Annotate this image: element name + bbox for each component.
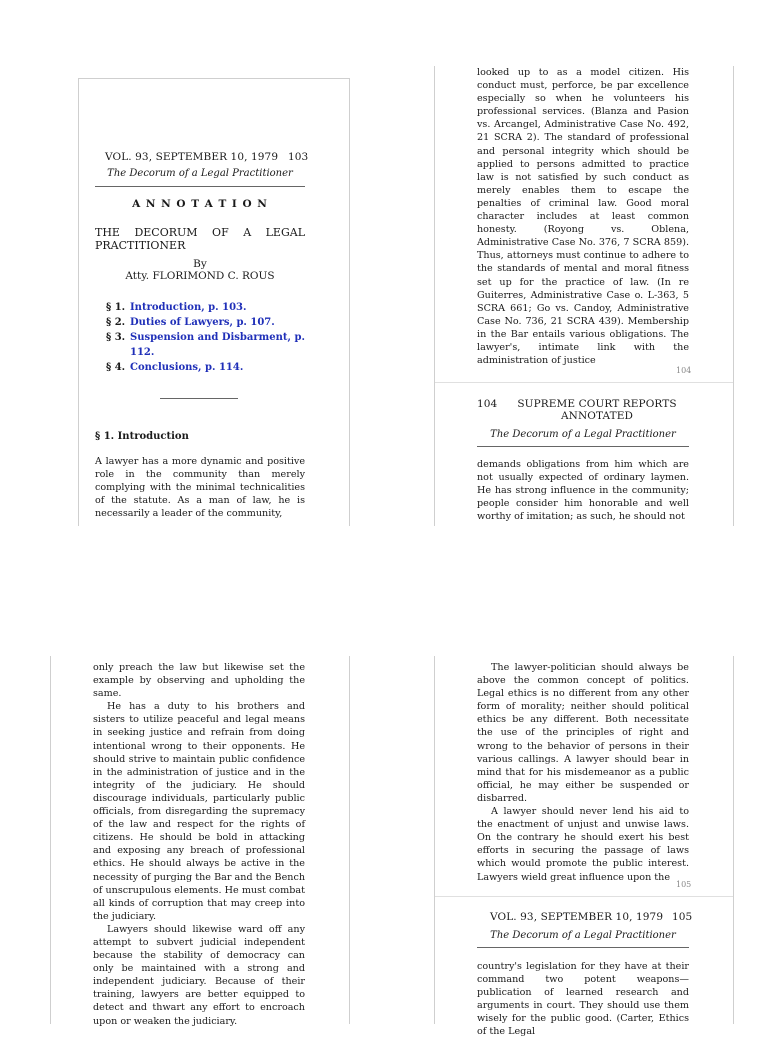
toc-section-number: § 1.	[106, 302, 126, 313]
page2-header-rule	[477, 446, 689, 447]
page1-running-title: The Decorum of a Legal Practitioner	[107, 168, 293, 179]
page3-text-column	[93, 661, 305, 1027]
page4-running-title: The Decorum of a Legal Practitioner	[490, 930, 676, 941]
page4-text-column	[477, 661, 689, 883]
toc-link[interactable]: Suspension and Disbarment, p. 112.	[130, 332, 305, 358]
page4-footer-page-number: 105	[676, 880, 692, 889]
page4-paragraph: A lawyer should never lend his aid to the enactment of unjust and unwise laws. On the contrary he should exert his best efforts in securing the passage of laws which would promote the public interest. Lawyers wield great influence upon the	[477, 806, 689, 883]
page2-footer-page-number: 104	[676, 366, 692, 375]
page-separator	[435, 382, 733, 383]
toc-section-number: § 3.	[106, 332, 126, 343]
toc-link[interactable]: Introduction, p. 103.	[130, 302, 247, 313]
page2-border-left	[434, 66, 435, 526]
toc-section-number: § 4.	[106, 362, 126, 373]
article-title: THE DECORUM OF A LEGAL PRACTITIONER	[95, 226, 305, 252]
toc-divider	[160, 398, 238, 399]
table-of-contents	[106, 300, 306, 375]
page4-body-text-continued: country's legislation for they have at their command two potent weapons—publication of learned research and arguments in court. They should use them wisely for the public good. (Carter, Ethics of the Legal	[477, 961, 689, 1038]
page3-paragraph: Lawyers should likewise ward off any attempt to subvert judicial independent because the stability of democracy can only be maintained with a strong and independent judiciary. Because of their training, lawyers are better equipped to detect and thwart any effort to encroach upon or weaken the judiciary.	[93, 923, 305, 1027]
page3-border-right	[349, 656, 350, 1024]
page4-paragraph: The lawyer-politician should always be above the common concept of politics. Legal ethics is no different from any other form of morality; neither should political ethics be any different. Both necessitate the use of the principles of right and wrong to the behavior of persons in their various callings. A lawyer should bear in mind that for his misdemeanor as a public official, he may either be suspended or disbarred.	[477, 662, 689, 804]
page3-paragraph: only preach the law but likewise set the example by observing and upholding the same.	[93, 662, 305, 700]
page2-header-title: SUPREME COURT REPORTS ANNOTATED	[517, 398, 677, 422]
annotation-label: A N N O T A T I O N	[132, 198, 268, 210]
page2-body-text: looked up to as a model citizen. His conduct must, perforce, be par excellence especially so when he volunteers his professional services. (Blanza and Pasion vs. Arcangel, Administrative Case No. 492, 21 SCRA 2). The standard of professional and personal integrity which should be applied to persons admitted to practice law is not satisfied by such conduct as merely enables them to escape the penalties of criminal law. Good moral character includes at least common honesty. (Royong vs. Oblena, Administrative Case No. 376, 7 SCRA 859). Thus, attorneys must continue to adhere to the standards of mental and moral fitness set up for the practice of law. (In re Guiterres, Administrative Case o. L-363, 5 SCRA 661; Go vs. Candoy, Administrative Case No. 736, 21 SCRA 439). Membership in the Bar entails various obligations. The lawyer's, intimate link with the administration of justice	[477, 67, 689, 367]
page3-paragraph: He has a duty to his brothers and sisters to utilize peaceful and legal means in seeking justice and refrain from doing intentional wrong to their opponents. He should strive to maintain public confidence in the administration of justice and in the integrity of the judiciary. He should discourage individuals, particularly public officials, from disregarding the supremacy of the law and respect for the rights of citizens. He should be bold in attacking and exposing any breach of professional ethics. He should always be active in the necessity of purging the Bar and the Bench of unscrupulous elements. He must combat all kinds of corruption that may creep into the judiciary.	[93, 701, 305, 922]
page4-header-volume: VOL. 93, SEPTEMBER 10, 1979	[490, 911, 664, 923]
page4-border-left	[434, 656, 435, 1024]
page4-header-page-number: 105	[672, 911, 693, 923]
byline-by: By	[193, 258, 207, 270]
page1-header-volume: VOL. 93, SEPTEMBER 10, 1979	[105, 151, 279, 163]
toc-item[interactable]	[106, 300, 306, 315]
page3-border-left	[50, 656, 51, 1024]
page1-header-page-number: 103	[288, 151, 309, 163]
page-border-left	[78, 78, 79, 526]
page1-body-paragraph: A lawyer has a more dynamic and positive role in the community than merely complying with the minimal technicalities of the statute. As a man of law, he is necessarily a leader of the community,	[95, 456, 305, 520]
page1-header-rule	[95, 186, 305, 187]
page-separator	[435, 896, 733, 897]
page4-header-rule	[477, 947, 689, 948]
toc-section-number: § 2.	[106, 317, 126, 328]
toc-link[interactable]: Duties of Lawyers, p. 107.	[130, 317, 275, 328]
page2-running-title: The Decorum of a Legal Practitioner	[490, 429, 676, 440]
page2-body-text-continued: demands obligations from him which are not usually expected of ordinary laymen. He has strong influence in the community; people consider him honorable and well worthy of imitation; as such, he should not	[477, 459, 689, 523]
toc-item[interactable]	[106, 330, 306, 360]
toc-item[interactable]	[106, 360, 306, 375]
page2-header-page-number: 104	[477, 398, 498, 410]
page-border-right	[349, 78, 350, 526]
page-border-top	[78, 78, 350, 79]
author-name: Atty. FLORIMOND C. ROUS	[125, 270, 275, 282]
page2-border-right	[733, 66, 734, 526]
page4-border-right	[733, 656, 734, 1024]
section-heading: § 1. Introduction	[95, 431, 189, 442]
toc-link[interactable]: Conclusions, p. 114.	[130, 362, 244, 373]
toc-item[interactable]	[106, 315, 306, 330]
